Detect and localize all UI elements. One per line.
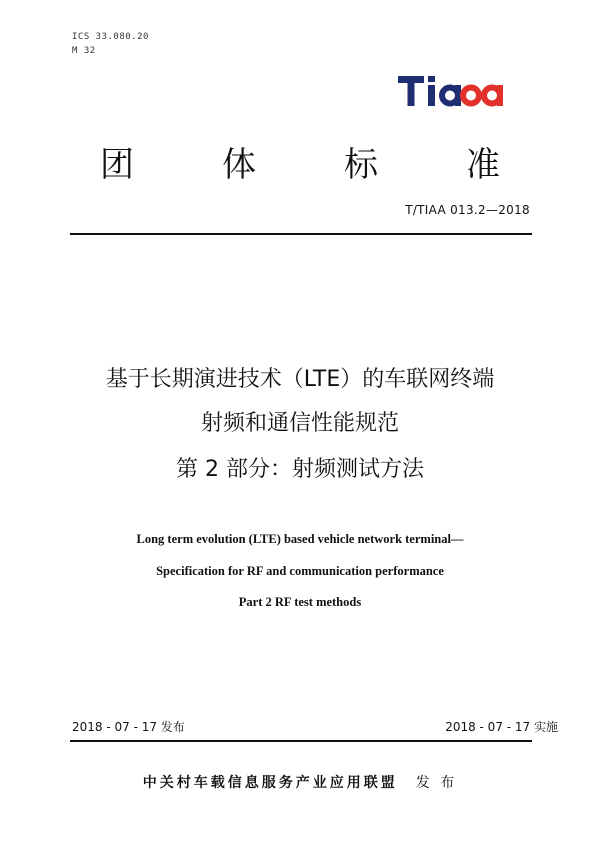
title-en-line1: Long term evolution (LTE) based vehicle network terminal— [136,532,464,546]
doc-type-char: 团 [100,145,134,185]
publisher-action: 发 布 [415,775,458,791]
header-divider [70,233,532,235]
title-en-line3: Part 2 RF test methods [238,595,362,609]
ics-code: ICS 33.080.20 [72,32,149,42]
publish-date: 2018 - 07 - 17 发布 [72,720,185,734]
title-en-line2: Specification for RF and communication performance [156,564,444,578]
document-type [100,140,500,190]
title-cn-line2: 射频和通信性能规范 [200,411,399,436]
tiaa-logo [398,72,508,110]
classification-codes [72,30,149,58]
title-cn-line1: 基于长期演进技术（LTE）的车联网终端 [105,367,495,392]
publisher [0,772,600,792]
doc-type-char: 体 [222,145,256,185]
doc-type-char: 标 [344,145,378,185]
publisher-name: 中关村车载信息服务产业应用联盟 [142,775,398,791]
ccs-code: M 32 [72,46,96,56]
standard-number: T/TIAA 013.2—2018 [405,203,530,217]
doc-type-char: 准 [466,145,500,185]
title-cn-line3: 第 2 部分：射频测试方法 [176,457,424,482]
implement-date: 2018 - 07 - 17 实施 [445,720,558,734]
footer-divider [70,740,532,742]
